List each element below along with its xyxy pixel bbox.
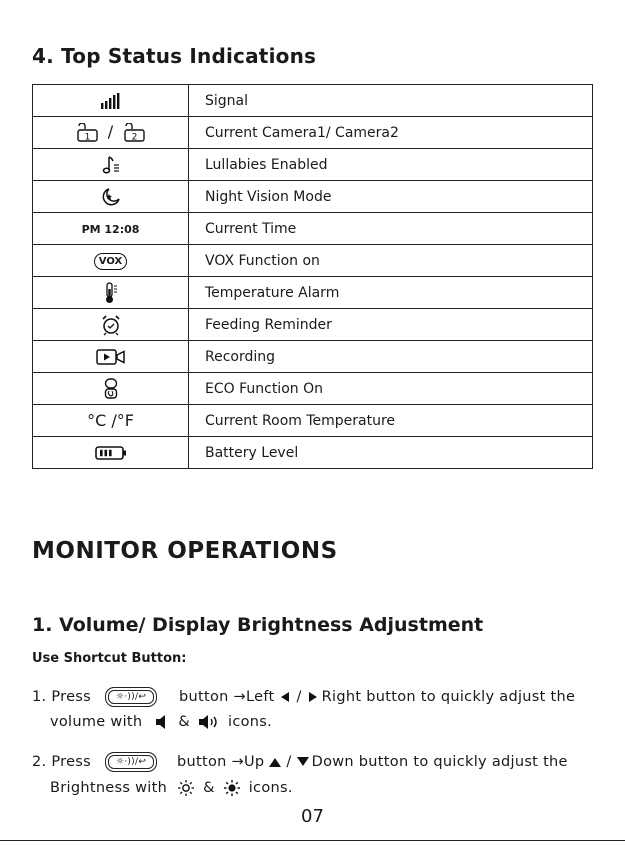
battery-icon — [95, 446, 127, 460]
volume-low-icon — [154, 714, 170, 730]
status-label: Recording — [189, 341, 593, 373]
up-arrow-icon — [268, 756, 282, 768]
brightness-high-icon — [223, 779, 241, 797]
temperature-unit-text: °C /°F — [87, 411, 134, 430]
step2-prefix: 2. Press — [32, 754, 92, 770]
step2-line2-suffix: icons. — [248, 780, 293, 796]
step1-line1 — [32, 687, 575, 707]
status-label: Signal — [189, 85, 593, 117]
table-row — [33, 117, 593, 149]
down-arrow-icon — [296, 756, 310, 768]
status-label: VOX Function on — [189, 245, 593, 277]
monitor-operations-title: MONITOR OPERATIONS — [32, 538, 338, 564]
step1-line2 — [50, 714, 272, 730]
status-label: Current Time — [189, 213, 593, 245]
step2-line1 — [32, 752, 568, 772]
step2-separator: / — [286, 754, 292, 770]
status-label: Feeding Reminder — [189, 309, 593, 341]
signal-icon — [100, 93, 122, 109]
step1-separator: / — [296, 689, 302, 705]
table-row — [33, 245, 593, 277]
status-label: Current Camera1/ Camera2 — [189, 117, 593, 149]
svg-text:1: 1 — [84, 132, 91, 143]
step1-amp: & — [178, 714, 190, 730]
step1-suffix: Right button to quickly adjust the — [321, 689, 576, 705]
table-row — [33, 149, 593, 181]
table-row — [33, 341, 593, 373]
section-title: 4. Top Status Indications — [32, 44, 317, 68]
status-label: Battery Level — [189, 437, 593, 469]
thermometer-icon — [104, 282, 118, 304]
table-row — [33, 309, 593, 341]
step1-mid: button →Left — [179, 689, 275, 705]
status-label: Lullabies Enabled — [189, 149, 593, 181]
status-label: Night Vision Mode — [189, 181, 593, 213]
volume-high-icon — [198, 714, 220, 730]
status-label: Temperature Alarm — [189, 277, 593, 309]
svg-text:2: 2 — [131, 132, 138, 143]
step2-mid: button →Up — [177, 754, 265, 770]
table-row — [33, 277, 593, 309]
brightness-low-icon — [177, 779, 195, 797]
recording-icon — [96, 348, 126, 366]
step2-line2-prefix: Brightness with — [50, 780, 168, 796]
table-row — [33, 373, 593, 405]
left-arrow-icon — [278, 691, 292, 703]
status-indications-table — [32, 84, 593, 469]
lullaby-icon — [101, 155, 121, 175]
subsection-title: 1. Volume/ Display Brightness Adjustment — [32, 614, 484, 636]
step2-suffix: Down button to quickly adjust the — [311, 754, 568, 770]
camera2-icon — [122, 123, 146, 143]
step1-line2-prefix: volume with — [50, 714, 143, 730]
time-text: PM 12:08 — [81, 222, 140, 236]
table-row — [33, 85, 593, 117]
alarm-clock-icon — [100, 314, 122, 336]
right-arrow-icon — [306, 691, 320, 703]
step2-amp: & — [203, 780, 215, 796]
table-row — [33, 213, 593, 245]
vox-icon: VOX — [94, 253, 127, 270]
shortcut-button-icon: ☼·))/↩ — [105, 687, 157, 707]
shortcut-button-icon: ☼·))/↩ — [105, 752, 157, 772]
table-row — [33, 437, 593, 469]
page-number: 07 — [301, 806, 324, 827]
bottom-divider — [0, 840, 625, 841]
status-label: Current Room Temperature — [189, 405, 593, 437]
step2-line2 — [50, 779, 293, 797]
status-label: ECO Function On — [189, 373, 593, 405]
table-row — [33, 405, 593, 437]
step1-line2-suffix: icons. — [228, 714, 273, 730]
step1-prefix: 1. Press — [32, 689, 92, 705]
shortcut-label: Use Shortcut Button: — [32, 651, 187, 666]
night-vision-icon — [100, 186, 122, 208]
table-row — [33, 181, 593, 213]
camera1-icon — [75, 123, 99, 143]
eco-icon — [103, 378, 119, 400]
camera-separator: / — [107, 122, 114, 141]
